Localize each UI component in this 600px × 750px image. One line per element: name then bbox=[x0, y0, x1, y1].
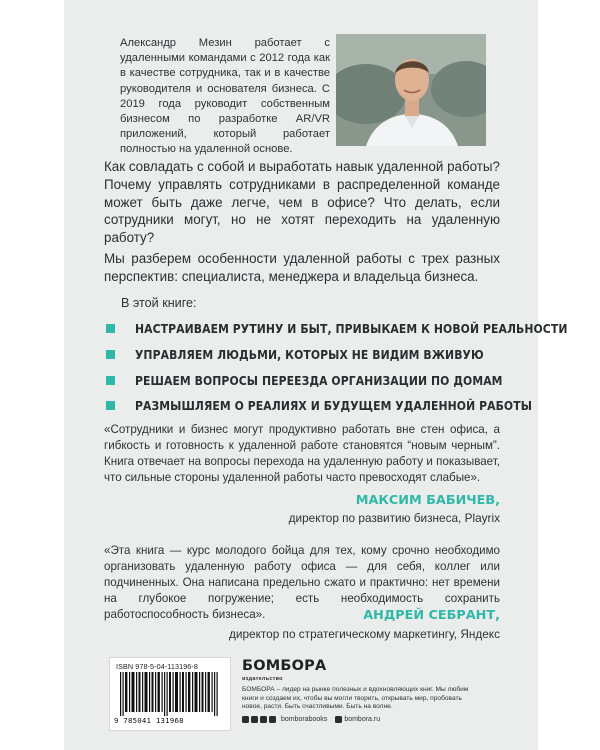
review-quote-1: «Сотрудники и бизнес могут продуктивно работать вне стен офиса, а гибкость и готовность к удаленной работе становятся “новым черным”. Книга отвечает на вопросы перехода на удаленную работу и показывает, что сильные стороны удаленной работы часто превосходят слабые». bbox=[104, 423, 500, 484]
feature-text: РЕШАЕМ ВОПРОСЫ ПЕРЕЕЗДА ОРГАНИЗАЦИИ ПО ДОМАМ bbox=[135, 372, 503, 388]
feature-item bbox=[104, 395, 597, 415]
description-paragraph-2: Мы разберем особенности удаленной работы с трех разных перспектив: специалиста, менеджера и владельца бизнеса. bbox=[104, 251, 500, 284]
publisher-logo-name: БОМБОРА bbox=[242, 658, 327, 674]
isbn-label: ISBN 978-5-04-113196-8 bbox=[116, 662, 198, 671]
review-role-1: директор по развитию бизнеса, Playrix bbox=[288, 511, 500, 525]
features-intro: В этой книге: bbox=[121, 296, 197, 310]
feature-item bbox=[104, 344, 541, 364]
review-author-2: АНДРЕЙ СЕБРАНТ, bbox=[363, 608, 500, 623]
author-photo bbox=[336, 34, 486, 146]
square-bullet-icon bbox=[106, 324, 115, 333]
feature-item bbox=[104, 318, 600, 338]
publisher-description: БОМБОРА – лидер на рынке полезных и вдохновляющих книг. Мы любим книги и создаем их, чтобы вы могли творить, открывать мир, пробовать новое, расти. Быть счастливыми. Быть на волне. bbox=[242, 686, 469, 711]
square-bullet-icon bbox=[106, 401, 115, 410]
author-bio: Александр Мезин работает с удаленными командами с 2012 года как в качестве сотрудника, так и в качестве руководителя и основателя бизнеса. С 2019 года руководит собственным бизнесом по разработке AR/VR приложений, который работает полностью на удаленной основе. bbox=[120, 37, 330, 156]
square-bullet-icon bbox=[106, 376, 115, 385]
author-portrait-image bbox=[336, 34, 486, 146]
feature-text: УПРАВЛЯЕМ ЛЮДЬМИ, КОТОРЫХ НЕ ВИДИМ ВЖИВУЮ bbox=[135, 346, 484, 362]
publisher-subtitle: издательство bbox=[242, 676, 283, 682]
feature-text: РАЗМЫШЛЯЕМ О РЕАЛИЯХ И БУДУЩЕМ УДАЛЕННОЙ РАБОТЫ bbox=[135, 397, 533, 413]
review-quote-2: «Эта книга — курс молодого бойца для тех, кому срочно необходимо организовать удаленную работу офиса — для себя, коллег или подчиненных. Она написана предельно сжато и практично: нет времени на глубокое погружение; есть необходимость сохранить работоспособность бизнеса». bbox=[104, 544, 500, 621]
square-bullet-icon bbox=[106, 350, 115, 359]
review-author-1: МАКСИМ БАБИЧЕВ, bbox=[355, 493, 500, 508]
barcode-panel bbox=[109, 657, 231, 731]
barcode-bars bbox=[118, 672, 222, 716]
social-network-icon bbox=[251, 716, 258, 723]
globe-icon bbox=[335, 716, 342, 723]
barcode-number: 9 785041 131968 bbox=[114, 716, 184, 725]
feature-text: НАСТРАИВАЕМ РУТИНУ И БЫТ, ПРИВЫКАЕМ К НОВОЙ РЕАЛЬНОСТИ bbox=[135, 320, 568, 336]
review-role-2: директор по стратегическому маркетингу, Яндекс bbox=[229, 627, 500, 641]
social-network-icon bbox=[260, 716, 267, 723]
publisher-socials bbox=[242, 716, 380, 723]
social-handle[interactable]: bomborabooks bbox=[281, 716, 328, 723]
description-paragraph-1: Как совладать с собой и выработать навык удаленной работы? Почему управлять сотрудниками в распределенной команде может быть даже легче, чем в офисе? Что делать, если сотрудники могут, но не хотят переходить на удаленную работу? bbox=[104, 159, 500, 246]
social-network-icon bbox=[269, 716, 276, 723]
publisher-website[interactable]: bombora.ru bbox=[344, 716, 381, 723]
feature-item bbox=[104, 370, 562, 390]
social-network-icon bbox=[242, 716, 249, 723]
